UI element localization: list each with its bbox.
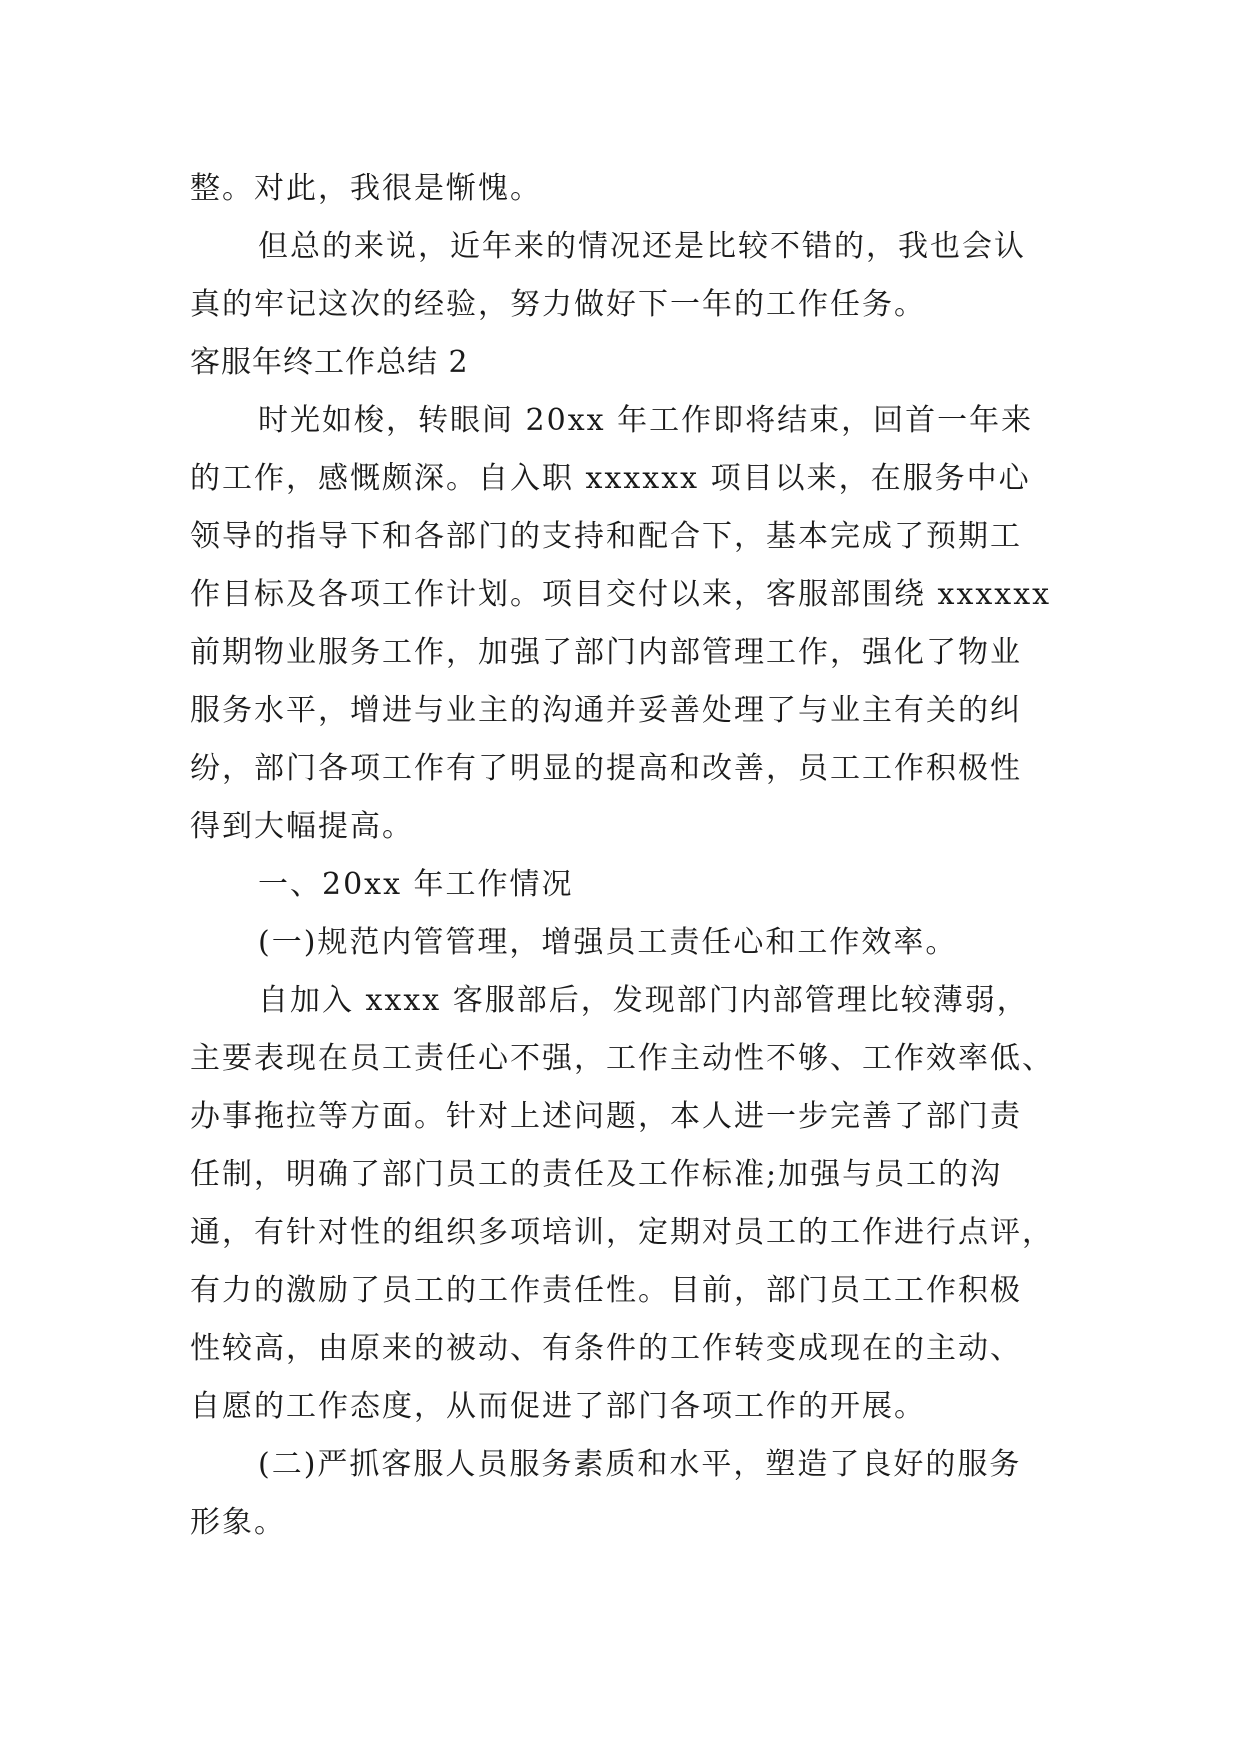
paragraph-line: 但总的来说，近年来的情况还是比较不错的，我也会认 [258, 229, 1026, 264]
paragraph-line: 纷，部门各项工作有了明显的提高和改善，员工工作积极性 [190, 751, 1022, 786]
section-title: 客服年终工作总结 2 [190, 345, 469, 380]
paragraph-line: 时光如梭，转眼间 20xx 年工作即将结束，回首一年来 [258, 403, 1034, 438]
paragraph-line: 性较高，由原来的被动、有条件的工作转变成现在的主动、 [190, 1331, 1022, 1366]
paragraph-line: 前期物业服务工作，加强了部门内部管理工作，强化了物业 [190, 635, 1022, 670]
paragraph-line: 真的牢记这次的经验，努力做好下一年的工作任务。 [190, 287, 926, 322]
paragraph-line: 领导的指导下和各部门的支持和配合下，基本完成了预期工 [190, 519, 1022, 554]
document-body [190, 160, 1055, 1552]
paragraph-line: 服务水平，增进与业主的沟通并妥善处理了与业主有关的纠 [190, 693, 1022, 728]
paragraph-line: 自愿的工作态度，从而促进了部门各项工作的开展。 [190, 1389, 926, 1424]
paragraph-line: 主要表现在员工责任心不强，工作主动性不够、工作效率低、 [190, 1041, 1054, 1076]
subheading-line: (二)严抓客服人员服务素质和水平，塑造了良好的服务 [258, 1447, 1022, 1482]
paragraph-line: 作目标及各项工作计划。项目交付以来，客服部围绕 xxxxxx [190, 577, 1052, 612]
paragraph-line: 自加入 xxxx 客服部后，发现部门内部管理比较薄弱， [258, 983, 1029, 1018]
heading-line: 一、20xx 年工作情况 [258, 867, 574, 902]
paragraph-line: 得到大幅提高。 [190, 809, 414, 844]
paragraph-line: 的工作，感慨颇深。自入职 xxxxxx 项目以来，在服务中心 [190, 461, 1031, 496]
subheading-line: (一)规范内管管理，增强员工责任心和工作效率。 [258, 925, 958, 960]
paragraph-line: 整。对此，我很是惭愧。 [190, 171, 542, 206]
paragraph-line: 通，有针对性的组织多项培训，定期对员工的工作进行点评， [190, 1215, 1054, 1250]
paragraph-line: 任制，明确了部门员工的责任及工作标准;加强与员工的沟 [190, 1157, 1003, 1192]
paragraph-line: 有力的激励了员工的工作责任性。目前，部门员工工作积极 [190, 1273, 1022, 1308]
paragraph-line: 形象。 [190, 1505, 286, 1540]
paragraph-line: 办事拖拉等方面。针对上述问题，本人进一步完善了部门责 [190, 1099, 1022, 1134]
